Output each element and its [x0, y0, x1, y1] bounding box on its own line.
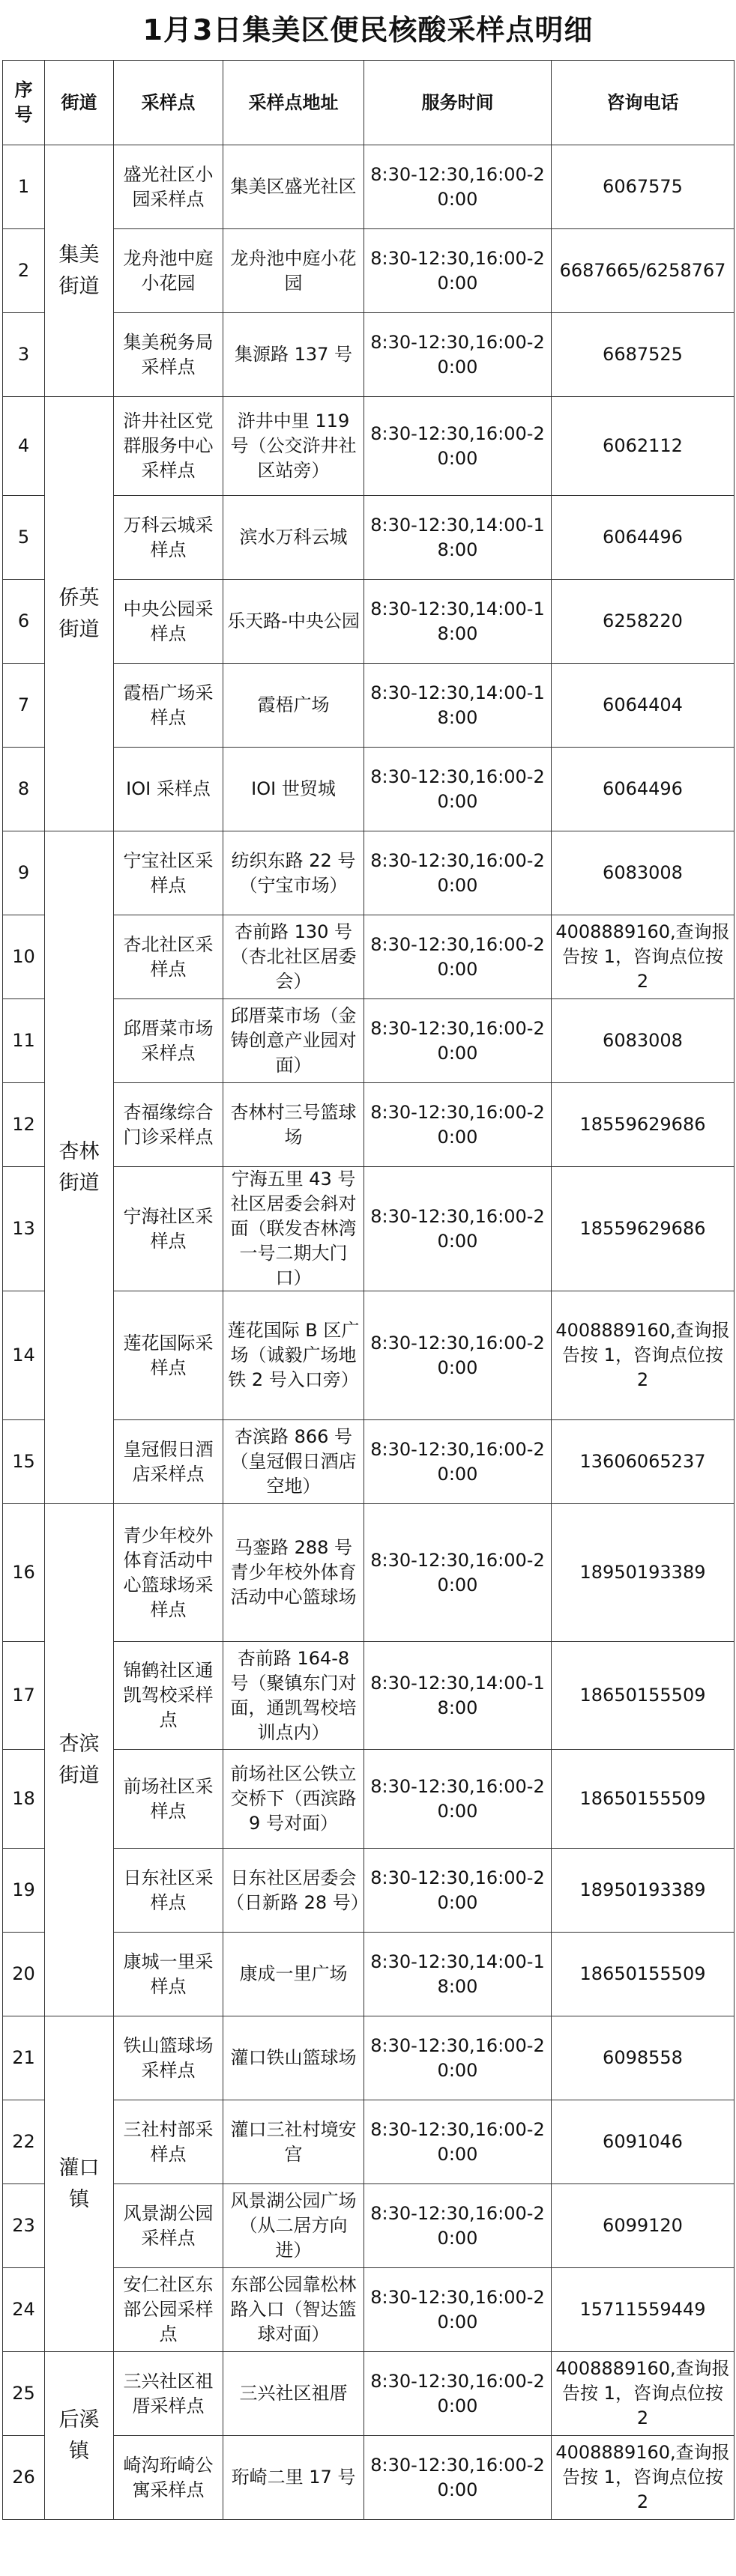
- cell-site: 杏北社区采样点: [114, 915, 223, 999]
- cell-service-time: 8:30-12:30,14:00-18:00: [364, 664, 552, 748]
- cell-phone: 13606065237: [552, 1420, 735, 1504]
- cell-service-time: 8:30-12:30,14:00-18:00: [364, 1642, 552, 1750]
- cell-index: 16: [3, 1504, 45, 1642]
- cell-service-time: 8:30-12:30,16:00-20:00: [364, 145, 552, 229]
- cell-index: 24: [3, 2268, 45, 2352]
- cell-site: 霞梧广场采样点: [114, 664, 223, 748]
- cell-index: 5: [3, 496, 45, 580]
- table-row: [3, 1504, 735, 1642]
- cell-index: 21: [3, 2016, 45, 2100]
- cell-index: 4: [3, 397, 45, 496]
- cell-address: 乐天路-中央公园: [223, 580, 364, 664]
- cell-address: 邱厝菜市场（金铸创意产业园对面）: [223, 999, 364, 1083]
- cell-street: 灌口 镇: [45, 2016, 114, 2352]
- cell-address: 灌口铁山篮球场: [223, 2016, 364, 2100]
- cell-phone: 6687525: [552, 313, 735, 397]
- cell-address: 霞梧广场: [223, 664, 364, 748]
- cell-site: 风景湖公园采样点: [114, 2184, 223, 2268]
- cell-service-time: 8:30-12:30,16:00-20:00: [364, 2352, 552, 2436]
- cell-index: 10: [3, 915, 45, 999]
- cell-service-time: 8:30-12:30,16:00-20:00: [364, 2184, 552, 2268]
- cell-service-time: 8:30-12:30,16:00-20:00: [364, 748, 552, 831]
- cell-site: 三社村部采样点: [114, 2100, 223, 2184]
- cell-service-time: 8:30-12:30,16:00-20:00: [364, 1420, 552, 1504]
- cell-service-time: 8:30-12:30,16:00-20:00: [364, 1291, 552, 1420]
- cell-site: 邱厝菜市场采样点: [114, 999, 223, 1083]
- cell-index: 26: [3, 2436, 45, 2520]
- cell-phone: 6067575: [552, 145, 735, 229]
- cell-phone: 18650155509: [552, 1933, 735, 2016]
- cell-site: 铁山篮球场采样点: [114, 2016, 223, 2100]
- cell-site: 龙舟池中庭小花园: [114, 229, 223, 313]
- cell-index: 6: [3, 580, 45, 664]
- cell-street: 杏林 街道: [45, 831, 114, 1504]
- cell-phone: 6687665/6258767: [552, 229, 735, 313]
- cell-site: 三兴社区祖厝采样点: [114, 2352, 223, 2436]
- cell-address: 集源路 137 号: [223, 313, 364, 397]
- cell-service-time: 8:30-12:30,16:00-20:00: [364, 1083, 552, 1167]
- cell-index: 13: [3, 1167, 45, 1291]
- cell-index: 11: [3, 999, 45, 1083]
- cell-address: 莲花国际 B 区广场（诚毅广场地铁 2 号入口旁）: [223, 1291, 364, 1420]
- cell-service-time: 8:30-12:30,14:00-18:00: [364, 496, 552, 580]
- cell-address: 三兴社区祖厝: [223, 2352, 364, 2436]
- cell-address: 风景湖公园广场（从二居方向进）: [223, 2184, 364, 2268]
- cell-phone: 6099120: [552, 2184, 735, 2268]
- cell-site: IOI 采样点: [114, 748, 223, 831]
- cell-service-time: 8:30-12:30,16:00-20:00: [364, 397, 552, 496]
- cell-phone: 4008889160,查询报告按 1，咨询点位按 2: [552, 2352, 735, 2436]
- cell-phone: 6091046: [552, 2100, 735, 2184]
- cell-site: 康城一里采样点: [114, 1933, 223, 2016]
- cell-phone: 4008889160,查询报告按 1，咨询点位按 2: [552, 1291, 735, 1420]
- cell-index: 14: [3, 1291, 45, 1420]
- cell-phone: 6064496: [552, 748, 735, 831]
- cell-address: 浒井中里 119 号（公交浒井社区站旁）: [223, 397, 364, 496]
- cell-site: 前场社区采样点: [114, 1750, 223, 1849]
- cell-address: 日东社区居委会（日新路 28 号）: [223, 1849, 364, 1933]
- cell-address: 马銮路 288 号青少年校外体育活动中心篮球场: [223, 1504, 364, 1642]
- cell-phone: 6062112: [552, 397, 735, 496]
- header-service-time: 服务时间: [364, 61, 552, 145]
- cell-index: 2: [3, 229, 45, 313]
- cell-service-time: 8:30-12:30,14:00-18:00: [364, 580, 552, 664]
- cell-site: 盛光社区小园采样点: [114, 145, 223, 229]
- cell-address: 珩崎二里 17 号: [223, 2436, 364, 2520]
- sampling-sites-table: [2, 60, 735, 2520]
- cell-phone: 15711559449: [552, 2268, 735, 2352]
- cell-service-time: 8:30-12:30,16:00-20:00: [364, 1167, 552, 1291]
- table-header: [3, 61, 735, 145]
- cell-address: 纺织东路 22 号（宁宝市场）: [223, 831, 364, 915]
- cell-phone: 18950193389: [552, 1504, 735, 1642]
- cell-address: 集美区盛光社区: [223, 145, 364, 229]
- cell-site: 宁海社区采样点: [114, 1167, 223, 1291]
- cell-site: 宁宝社区采样点: [114, 831, 223, 915]
- cell-service-time: 8:30-12:30,16:00-20:00: [364, 2268, 552, 2352]
- cell-site: 青少年校外体育活动中心篮球场采样点: [114, 1504, 223, 1642]
- cell-index: 25: [3, 2352, 45, 2436]
- cell-service-time: 8:30-12:30,16:00-20:00: [364, 1849, 552, 1933]
- cell-street: 侨英 街道: [45, 397, 114, 831]
- cell-site: 皇冠假日酒店采样点: [114, 1420, 223, 1504]
- cell-site: 集美税务局采样点: [114, 313, 223, 397]
- header-address: 采样点地址: [223, 61, 364, 145]
- page-title: 1月3日集美区便民核酸采样点明细: [142, 13, 594, 46]
- cell-index: 1: [3, 145, 45, 229]
- cell-address: 杏前路 130 号（杏北社区居委会）: [223, 915, 364, 999]
- cell-index: 8: [3, 748, 45, 831]
- cell-phone: 18650155509: [552, 1750, 735, 1849]
- cell-address: 前场社区公铁立交桥下（西滨路 9 号对面）: [223, 1750, 364, 1849]
- cell-service-time: 8:30-12:30,16:00-20:00: [364, 2016, 552, 2100]
- cell-phone: 6083008: [552, 831, 735, 915]
- table-row: [3, 145, 735, 229]
- cell-site: 崎沟珩崎公寓采样点: [114, 2436, 223, 2520]
- cell-site: 安仁社区东部公园采样点: [114, 2268, 223, 2352]
- cell-index: 15: [3, 1420, 45, 1504]
- cell-service-time: 8:30-12:30,16:00-20:00: [364, 831, 552, 915]
- cell-address: 灌口三社村境安宫: [223, 2100, 364, 2184]
- header-phone: 咨询电话: [552, 61, 735, 145]
- cell-index: 18: [3, 1750, 45, 1849]
- cell-phone: 18559629686: [552, 1167, 735, 1291]
- header-street: 街道: [45, 61, 114, 145]
- cell-address: 杏林村三号篮球场: [223, 1083, 364, 1167]
- cell-phone: 18950193389: [552, 1849, 735, 1933]
- cell-site: 万科云城采样点: [114, 496, 223, 580]
- cell-phone: 6258220: [552, 580, 735, 664]
- cell-index: 3: [3, 313, 45, 397]
- table-body: [3, 145, 735, 2520]
- cell-address: 东部公园靠松林路入口（智达篮球对面）: [223, 2268, 364, 2352]
- cell-address: IOI 世贸城: [223, 748, 364, 831]
- cell-index: 17: [3, 1642, 45, 1750]
- cell-service-time: 8:30-12:30,16:00-20:00: [364, 1504, 552, 1642]
- cell-street: 集美 街道: [45, 145, 114, 397]
- cell-service-time: 8:30-12:30,16:00-20:00: [364, 999, 552, 1083]
- cell-service-time: 8:30-12:30,16:00-20:00: [364, 1750, 552, 1849]
- table-row: [3, 2352, 735, 2436]
- cell-phone: 4008889160,查询报告按 1，咨询点位按 2: [552, 2436, 735, 2520]
- cell-service-time: 8:30-12:30,16:00-20:00: [364, 2436, 552, 2520]
- cell-phone: 18650155509: [552, 1642, 735, 1750]
- cell-index: 23: [3, 2184, 45, 2268]
- cell-site: 日东社区采样点: [114, 1849, 223, 1933]
- cell-address: 杏滨路 866 号（皇冠假日酒店空地）: [223, 1420, 364, 1504]
- cell-index: 7: [3, 664, 45, 748]
- cell-phone: 6098558: [552, 2016, 735, 2100]
- cell-service-time: 8:30-12:30,16:00-20:00: [364, 229, 552, 313]
- cell-address: 宁海五里 43 号社区居委会斜对面（联发杏林湾一号二期大门口）: [223, 1167, 364, 1291]
- cell-phone: 4008889160,查询报告按 1，咨询点位按 2: [552, 915, 735, 999]
- cell-service-time: 8:30-12:30,16:00-20:00: [364, 313, 552, 397]
- header-index: 序号: [3, 61, 45, 145]
- cell-index: 22: [3, 2100, 45, 2184]
- header-site: 采样点: [114, 61, 223, 145]
- cell-index: 20: [3, 1933, 45, 2016]
- cell-address: 滨水万科云城: [223, 496, 364, 580]
- cell-phone: 6083008: [552, 999, 735, 1083]
- cell-site: 锦鹤社区通凯驾校采样点: [114, 1642, 223, 1750]
- cell-index: 9: [3, 831, 45, 915]
- cell-address: 龙舟池中庭小花园: [223, 229, 364, 313]
- cell-site: 中央公园采样点: [114, 580, 223, 664]
- cell-phone: 18559629686: [552, 1083, 735, 1167]
- cell-site: 莲花国际采样点: [114, 1291, 223, 1420]
- cell-address: 杏前路 164-8 号（聚镇东门对面，通凯驾校培训点内）: [223, 1642, 364, 1750]
- cell-street: 杏滨 街道: [45, 1504, 114, 2016]
- cell-phone: 6064496: [552, 496, 735, 580]
- table-row: [3, 831, 735, 915]
- cell-service-time: 8:30-12:30,14:00-18:00: [364, 1933, 552, 2016]
- cell-site: 杏福缘综合门诊采样点: [114, 1083, 223, 1167]
- table-row: [3, 397, 735, 496]
- cell-service-time: 8:30-12:30,16:00-20:00: [364, 2100, 552, 2184]
- cell-phone: 6064404: [552, 664, 735, 748]
- cell-site: 浒井社区党群服务中心采样点: [114, 397, 223, 496]
- cell-index: 19: [3, 1849, 45, 1933]
- cell-index: 12: [3, 1083, 45, 1167]
- cell-address: 康成一里广场: [223, 1933, 364, 2016]
- table-row: [3, 2016, 735, 2100]
- header-row: [3, 61, 735, 145]
- cell-street: 后溪 镇: [45, 2352, 114, 2520]
- cell-service-time: 8:30-12:30,16:00-20:00: [364, 915, 552, 999]
